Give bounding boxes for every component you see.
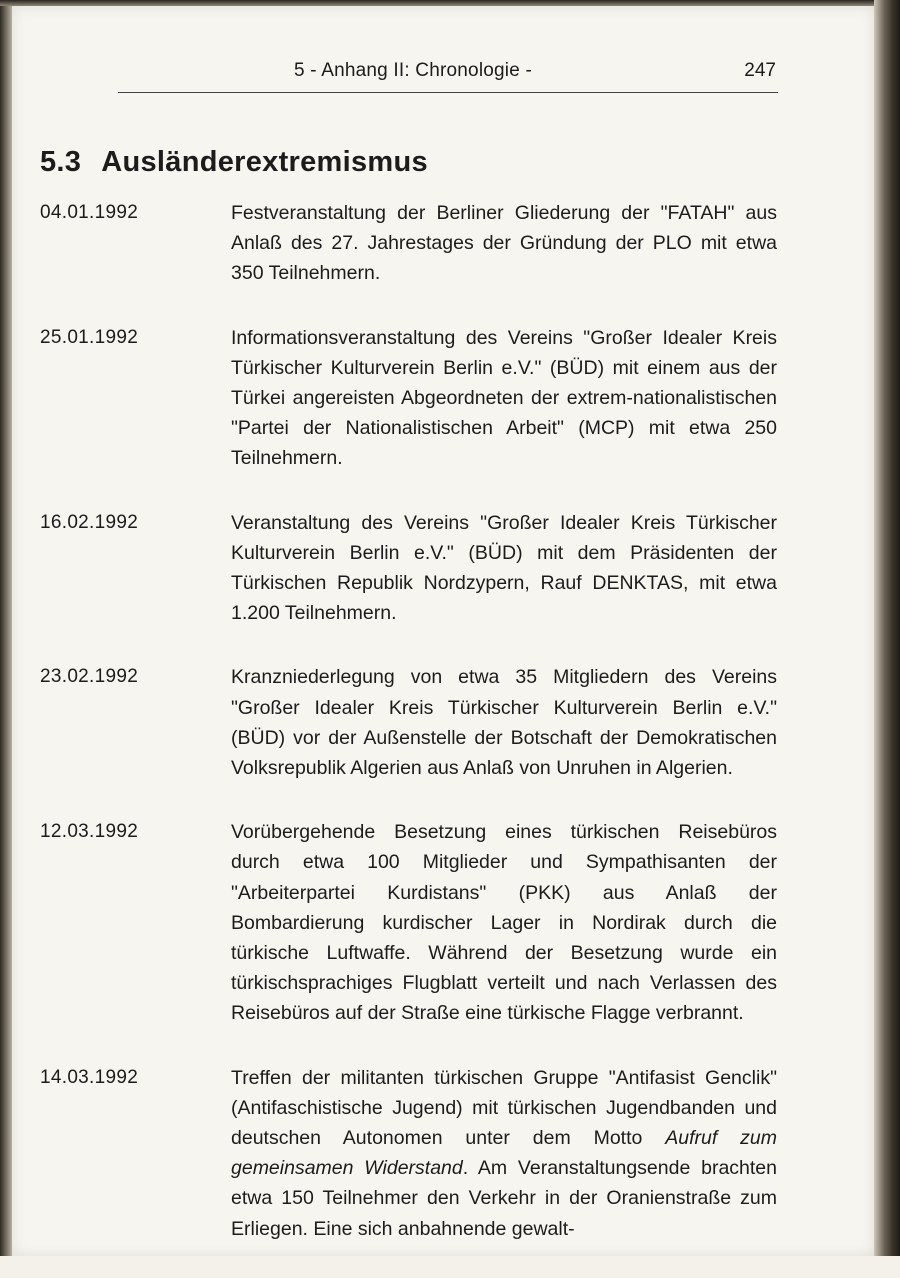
entry-text: Informationsveranstaltung des Vereins "Großer Idealer Kreis Türkischer Kulturverein Berlin e.V." (BÜD) mit einem aus der Türkei angereisten Abgeordneten der extrem-nationalistischen "Partei der Nationalistischen Arbeit" (MCP) mit etwa 250 Teilnehmern.	[231, 326, 777, 470]
chronology-list	[40, 198, 780, 1278]
entry-text: Kranzniederlegung von etwa 35 Mitgliedern des Vereins "Großer Idealer Kreis Türkischer Kulturverein Berlin e.V." (BÜD) vor der Außenstelle der Botschaft der Demokratischen Volksrepublik Algerien aus Anlaß von Unruhen in Algerien.	[231, 666, 777, 780]
chronology-entry	[40, 1063, 780, 1244]
page-number: 247	[744, 60, 776, 81]
chronology-entry	[40, 508, 780, 629]
entry-text: Veranstaltung des Vereins "Großer Idealer Kreis Türkischer Kulturverein Berlin e.V." (BÜD) mit dem Präsidenten der Türkischen Republik Nordzypern, Rauf DENKTAS, mit etwa 1.200 Teilnehmern.	[231, 511, 777, 625]
section-title: Ausländerextremismus	[101, 146, 428, 178]
entry-date: 23.02.1992	[40, 666, 139, 688]
entry-text	[231, 1063, 777, 1244]
chronology-entry	[40, 662, 780, 783]
book-spine-edge	[874, 0, 900, 1256]
entry-date: 16.02.1992	[40, 511, 139, 533]
entry-date: 14.03.1992	[40, 1066, 139, 1088]
entry-date: 25.01.1992	[40, 326, 139, 348]
running-head-title: 5 - Anhang II: Chronologie -	[294, 60, 532, 81]
book-left-edge	[0, 0, 12, 1256]
entry-text-part: . Am Veranstaltungsende brachten etwa 150 Teilnehmer den Verkehr in der Oranienstraße zum Erliegen. Eine sich anbahnende gewalt-	[231, 1157, 777, 1240]
section-heading	[40, 146, 428, 179]
entry-date: 04.01.1992	[40, 202, 139, 223]
chronology-entry	[40, 323, 780, 474]
running-head	[118, 56, 778, 93]
entry-date: 12.03.1992	[40, 821, 139, 843]
entry-text-part: Treffen der militanten türkischen Gruppe "Antifasist Genclik" (Antifaschistische Jugend) mit türkischen Jugendbanden und deutschen Autonomen unter dem Motto	[231, 1066, 777, 1150]
entry-text: Festveranstaltung der Berliner Gliederung der "FATAH" aus Anlaß des 27. Jahrestages der Gründung der PLO mit etwa 350 Teilnehmern.	[231, 202, 777, 285]
chronology-entry	[40, 817, 780, 1028]
chronology-entry	[40, 198, 780, 289]
entry-text: Vorübergehende Besetzung eines türkischen Reisebüros durch etwa 100 Mitglieder und Sympathisanten der "Arbeiterpartei Kurdistans" (PKK) aus Anlaß der Bombardierung kurdischer Lager in Nordirak durch die türkische Luftwaffe. Während der Besetzung wurde ein türkischsprachiges Flugblatt verteilt und nach Verlassen des Reisebüros auf der Straße eine türkische Flagge verbrannt.	[231, 821, 777, 1025]
entry-text-motto: Aufruf zum gemeinsamen Widerstand	[231, 1127, 777, 1180]
section-number: 5.3	[40, 146, 82, 178]
